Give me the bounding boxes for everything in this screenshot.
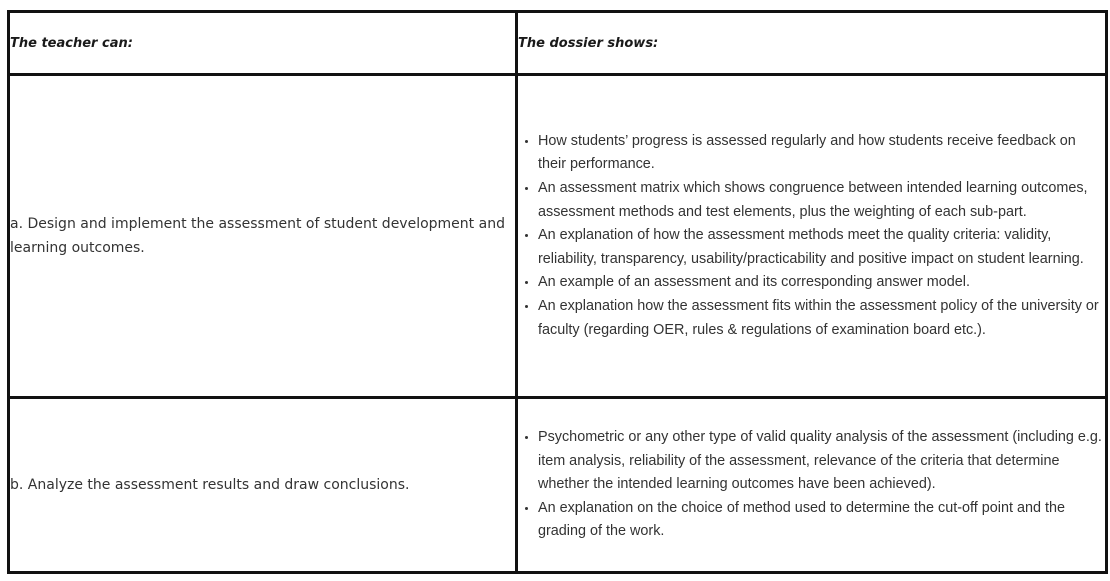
- table-row: [9, 398, 1107, 573]
- list-item: • An explanation how the assessment fits within the assessment policy of the university or faculty (regarding OER, rules & regulations of examination board etc.).: [538, 295, 1105, 342]
- evidence-cell: [517, 398, 1107, 573]
- header-teacher-can: The teacher can:: [9, 12, 517, 75]
- assessment-criteria-table: [7, 10, 1108, 574]
- competence-cell: a. Design and implement the assessment of student development and learning outcomes.: [9, 75, 517, 398]
- list-item: • An explanation of how the assessment methods meet the quality criteria: validity, reliability, transparency, usability/practicability and positive impact on student learning.: [538, 224, 1105, 271]
- list-item: • Psychometric or any other type of valid quality analysis of the assessment (including e.g. item analysis, reliability of the assessment, relevance of the criteria that determine whether the intended learning outcomes have been achieved).: [538, 426, 1105, 497]
- list-item: • An example of an assessment and its corresponding answer model.: [538, 271, 1105, 295]
- evidence-list: [518, 426, 1105, 544]
- table-row: [9, 75, 1107, 398]
- evidence-list: [518, 130, 1105, 342]
- list-item: • An explanation on the choice of method used to determine the cut-off point and the grading of the work.: [538, 497, 1105, 544]
- list-item: • An assessment matrix which shows congruence between intended learning outcomes, assessment methods and test elements, plus the weighting of each sub-part.: [538, 177, 1105, 224]
- evidence-cell: [517, 75, 1107, 398]
- header-dossier-shows: The dossier shows:: [517, 12, 1107, 75]
- competence-cell: b. Analyze the assessment results and draw conclusions.: [9, 398, 517, 573]
- table-header-row: [9, 12, 1107, 75]
- list-item: • How students’ progress is assessed regularly and how students receive feedback on their performance.: [538, 130, 1105, 177]
